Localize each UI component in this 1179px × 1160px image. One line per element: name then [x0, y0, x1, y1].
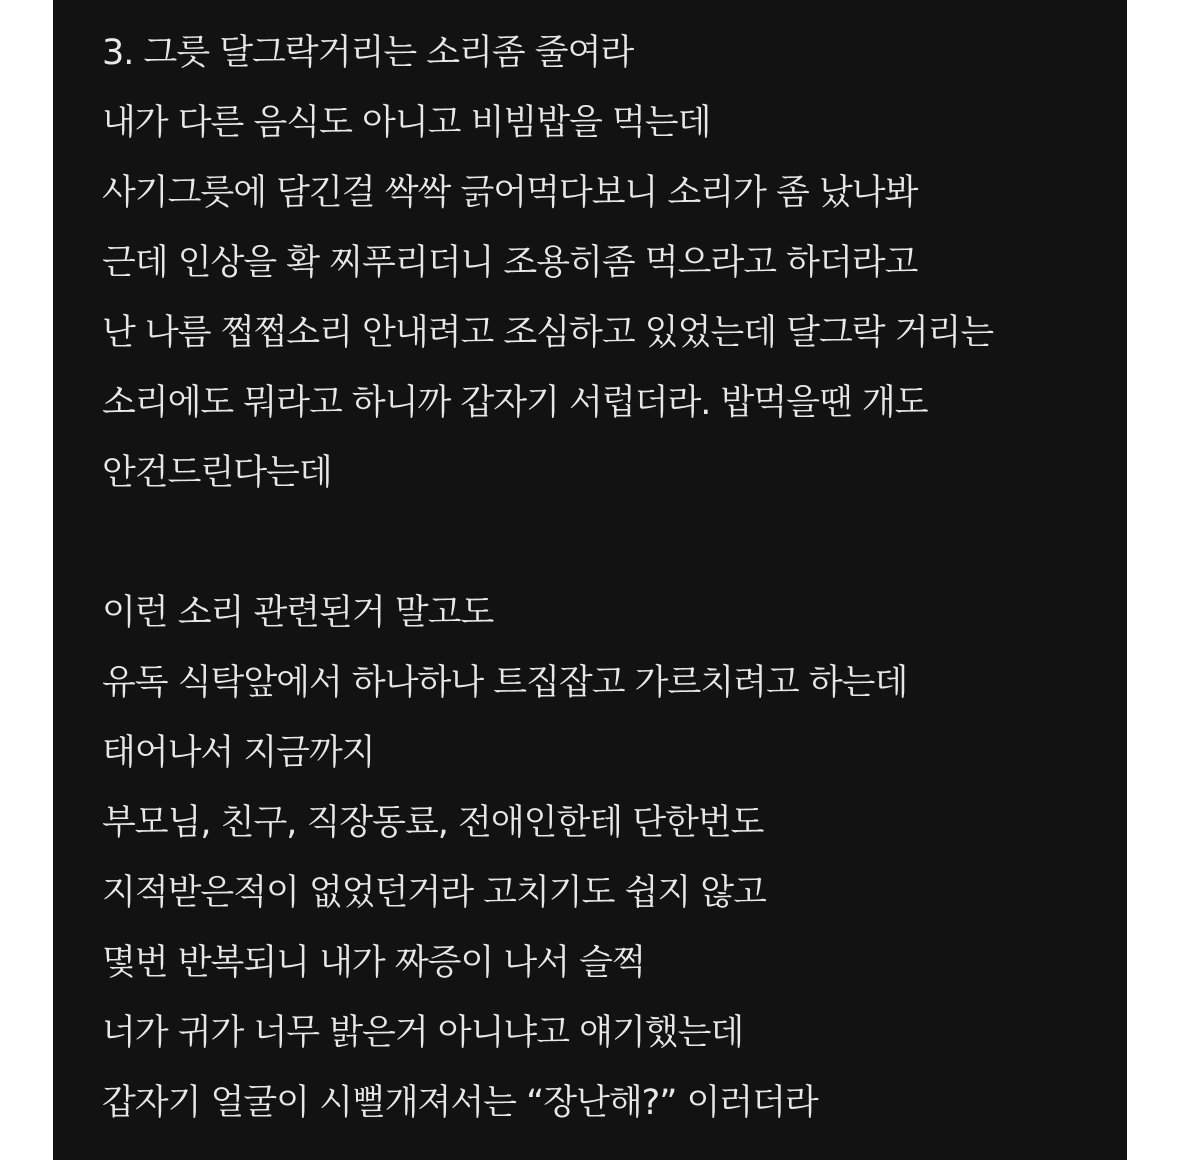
post-line: 3. 그릇 달그락거리는 소리좀 줄여라 [102, 33, 634, 73]
post-line: 이런 소리 관련된거 말고도 [102, 593, 494, 633]
post-line: 사기그릇에 담긴걸 싹싹 긁어먹다보니 소리가 좀 났나봐 [102, 173, 918, 213]
post-line: 몇번 반복되니 내가 짜증이 나서 슬쩍 [102, 943, 645, 983]
post-line: 내가 다른 음식도 아니고 비빔밥을 먹는데 [102, 103, 711, 143]
blank-line [102, 516, 1087, 586]
post-line: 근데 인상을 확 찌푸리더니 조용히좀 먹으라고 하더라고 [102, 243, 918, 283]
post-body-text [102, 26, 1087, 1146]
post-line: 유독 식탁앞에서 하나하나 트집잡고 가르치려고 하는데 [102, 663, 908, 703]
post-line: 태어나서 지금까지 [102, 733, 375, 773]
post-line: 지적받은적이 없었던거라 고치기도 쉽지 않고 [102, 873, 766, 913]
post-line: 안건드린다는데 [102, 453, 332, 493]
post-line: 갑자기 얼굴이 시뻘개져서는 “장난해?” 이러더라 [102, 1083, 818, 1123]
post-line: 소리에도 뭐라고 하니까 갑자기 서럽더라. 밥먹을땐 개도 [102, 383, 928, 423]
post-line: 난 나름 쩝쩝소리 안내려고 조심하고 있었는데 달그락 거리는 [102, 313, 994, 353]
post-line: 부모님, 친구, 직장동료, 전애인한테 단한번도 [102, 803, 764, 843]
post-line: 너가 귀가 너무 밝은거 아니냐고 얘기했는데 [102, 1013, 744, 1053]
post-panel [53, 0, 1127, 1160]
